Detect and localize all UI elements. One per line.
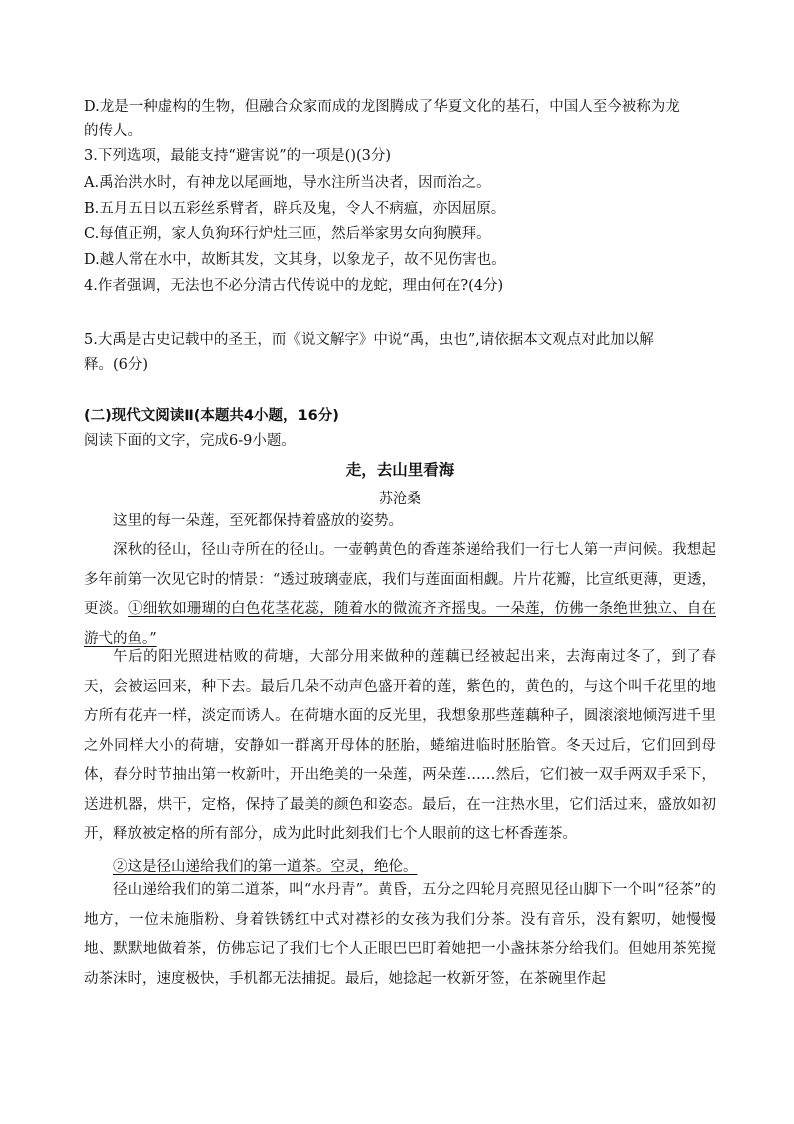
q3-option-a: A.禹治洪水时，有神龙以尾画地，导水注所当决者，因而治之。 — [84, 175, 491, 191]
paragraph-4 — [84, 857, 716, 877]
paragraph-5: 径山递给我们的第二道茶，叫“水丹青”。黄昏，五分之四轮月亮照见径山脚下一个叫“径茶”的地方，一位未施脂粉、身着铁锈红中式对襟衫的女孩为我们分茶。没有音乐，没有絮叨，她慢慢地、默默地做着茶，仿佛忘记了我们七个人正眼巴巴盯着她把一小盏抹茶分给我们。但她用茶筅搅动茶沫时，速度极快，手机都无法捕捉。最后，她捻起一枚新牙签，在茶碗里作起 — [84, 882, 716, 987]
q3-option-d: D.越人常在水中，故断其发，文其身，以象龙子，故不见伤害也。 — [84, 252, 506, 268]
paragraph-2 — [84, 536, 716, 654]
section-heading: (二)现代文阅读Ⅱ(本题共4小题，16分) — [84, 408, 339, 424]
article-author: 苏沧桑 — [379, 491, 421, 507]
q3-stem: 3.下列选项，最能支持“避害说”的一项是()(3分) — [84, 148, 392, 164]
q2-option-d-line2: 的传人。 — [84, 123, 142, 139]
q5-line1: 5.大禹是古史记载中的圣王，而《说文解字》中说“禹，虫也”,请依据本文观点对此加以解 — [84, 332, 654, 348]
underlined-sentence-1: ①细软如珊瑚的白色花茎花蕊，随着水的微流齐齐摇曳。一朵莲，仿佛一条绝世独立、自在游弋的鱼。” — [84, 601, 716, 647]
paragraph-2-text: 深秋的径山，径山寺所在的径山。一壶鹌黄色的香莲茶递给我们一行七人第一声问候。我想起多年前第一次见它时的情景：“透过玻璃壶底，我们与莲面面相觑。片片花瓣，比宣纸更薄，更透，更淡。 — [84, 542, 716, 617]
paragraph-3: 午后的阳光照进枯败的荷塘，大部分用来做种的莲藕已经被起出来，去海南过冬了，到了春天，会被运回来，种下去。最后几朵不动声色盛开着的莲，紫色的，黄色的，与这个叫千花里的地方所有花卉一样，淡定而诱人。在荷塘水面的反光里，我想象那些莲藕种子，圆滚滚地倾泻进千里之外同样大小的荷塘，安静如一群离开母体的胚胎，蜷缩进临时胚胎管。冬天过后，它们回到母体，春分时节抽出第一枚新叶，开出绝美的一朵莲，两朵莲……然后，它们被一双手两双手采下，送进机器，烘干，定格，保持了最美的颜色和姿态。最后，在一注热水里，它们活过来，盛放如初开，释放被定格的所有部分，成为此时此刻我们七个人眼前的这七杯香莲茶。 — [84, 649, 716, 842]
q5-line2: 释。(6分) — [84, 357, 149, 373]
q3-option-b: B.五月五日以五彩丝系臂者，辟兵及鬼，令人不病瘟，亦因屈原。 — [84, 201, 506, 217]
q3-option-c: C.每值正朔，家人负狗环行炉灶三匝，然后举家男女向狗膜拜。 — [84, 226, 491, 242]
q2-option-d-line1: D.龙是一种虚构的生物，但融合众家而成的龙图腾成了华夏文化的基石，中国人至今被称为龙 — [84, 99, 680, 115]
underlined-sentence-2: ②这是径山递给我们的第一道茶。空灵，绝伦。 — [113, 859, 418, 875]
reading-instructions: 阅读下面的文字，完成6-9小题。 — [84, 433, 296, 449]
article-title: 走，去山里看海 — [345, 461, 455, 479]
q4-question: 4.作者强调，无法也不必分清古代传说中的龙蛇，理由何在?(4分) — [84, 278, 504, 294]
paragraph-1: 这里的每一朵莲，至死都保持着盛放的姿势。 — [113, 513, 403, 529]
